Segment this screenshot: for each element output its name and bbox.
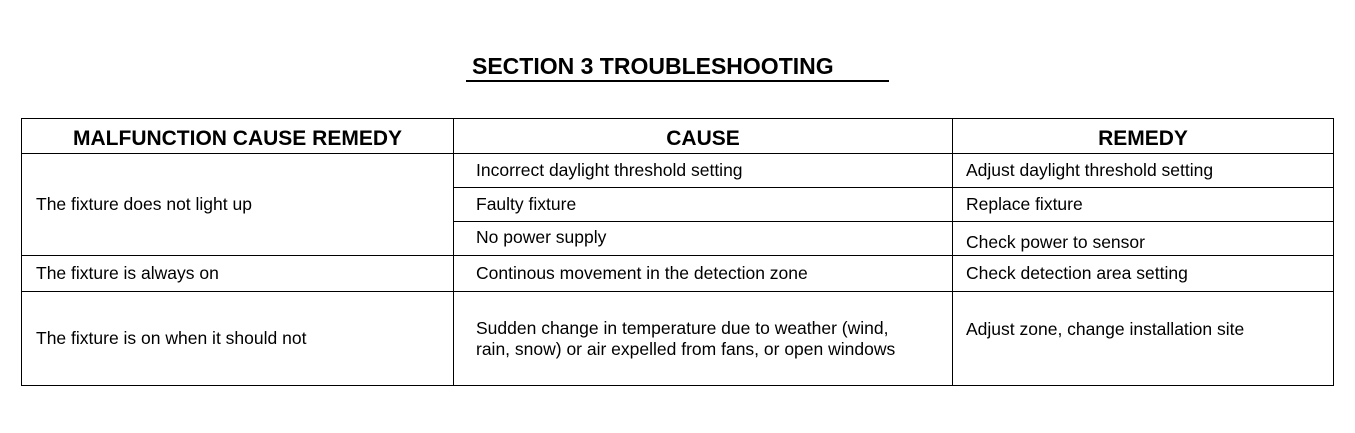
remedy-cell: Check power to sensor bbox=[953, 222, 1334, 256]
remedy-cell: Adjust daylight threshold setting bbox=[953, 154, 1334, 188]
remedy-cell: Check detection area setting bbox=[953, 256, 1334, 292]
cause-cell: Incorrect daylight threshold setting bbox=[454, 154, 953, 188]
table-header-row bbox=[22, 119, 1334, 154]
troubleshooting-table bbox=[21, 118, 1334, 386]
malfunction-cell: The fixture is on when it should not bbox=[22, 292, 454, 386]
cause-line: rain, snow) or air expelled from fans, or open windows bbox=[476, 338, 896, 359]
remedy-cell: Adjust zone, change installation site bbox=[953, 292, 1334, 386]
header-remedy: REMEDY bbox=[953, 119, 1334, 154]
cause-cell: Faulty fixture bbox=[454, 188, 953, 222]
table-row bbox=[22, 256, 1334, 292]
cause-line: Sudden change in temperature due to weather (wind, bbox=[476, 317, 889, 338]
cause-cell bbox=[454, 292, 953, 386]
cause-cell: Continous movement in the detection zone bbox=[454, 256, 953, 292]
header-cause: CAUSE bbox=[454, 119, 953, 154]
cause-cell: No power supply bbox=[454, 222, 953, 256]
section-title: SECTION 3 TROUBLESHOOTING bbox=[466, 52, 889, 82]
malfunction-cell: The fixture is always on bbox=[22, 256, 454, 292]
table-row bbox=[22, 154, 1334, 188]
table-row bbox=[22, 292, 1334, 386]
remedy-cell: Replace fixture bbox=[953, 188, 1334, 222]
malfunction-cell: The fixture does not light up bbox=[22, 154, 454, 256]
header-malfunction: MALFUNCTION CAUSE REMEDY bbox=[22, 119, 454, 154]
